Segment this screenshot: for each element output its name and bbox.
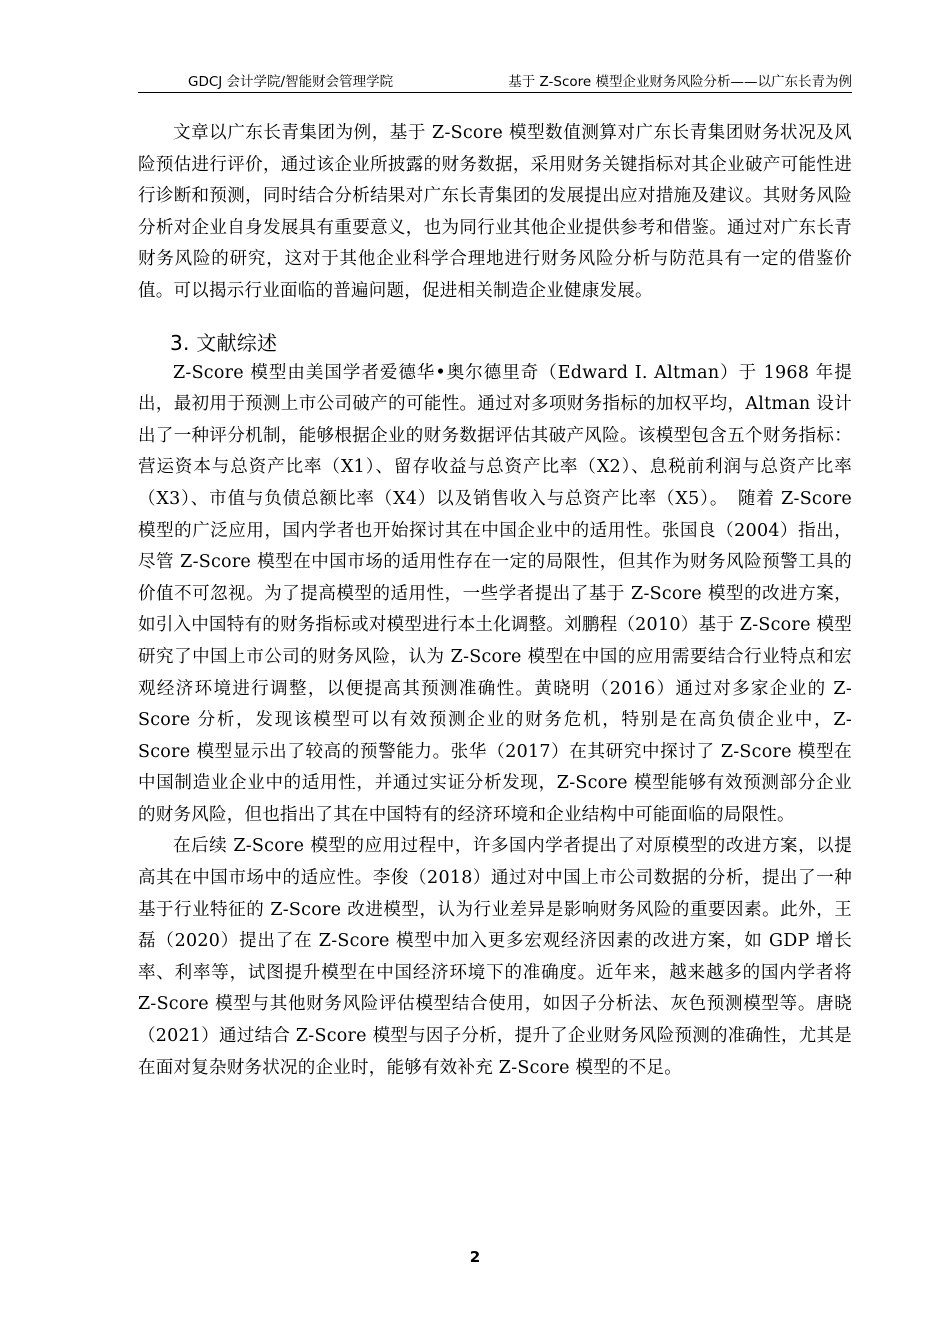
page-number: 2 <box>469 1248 481 1266</box>
section-heading: 3. 文献综述 <box>170 330 278 355</box>
header-right: 基于 Z-Score 模型企业财务风险分析——以广东长青为例 <box>508 74 852 90</box>
paragraph-review-1: Z-Score 模型由美国学者爱德华•奥尔德里奇（Edward I. Altman）于 1968 年提出，最初用于预测上市公司破产的可能性。通过对多项财务指标的加权平均，Altman 设计出了一种评分机制，能够根据企业的财务数据评估其破产风险。该模型包含五个财务指标：营运资本与总资产比率（X1）、留存收益与总资产比率（X2）、息税前利润与总资产比率（X3）、市值与负债总额比率（X4）以及销售收入与总资产比率（X5）。 随着 Z-Score 模型的广泛应用，国内学者也开始探讨其在中国企业中的适用性。张国良（2004）指出，尽管 Z-Score 模型在中国市场的适用性存在一定的局限性，但其作为财务风险预警工具的价值不可忽视。为了提高模型的适用性，一些学者提出了基于 Z-Score 模型的改进方案，如引入中国特有的财务指标或对模型进行本土化调整。刘鹏程（2010）基于 Z-Score 模型研究了中国上市公司的财务风险，认为 Z-Score 模型在中国的应用需要结合行业特点和宏观经济环境进行调整，以便提高其预测准确性。黄晓明（2016）通过对多家企业的 Z-Score 分析，发现该模型可以有效预测企业的财务危机，特别是在高负债企业中，Z-Score 模型显示出了较高的预警能力。张华（2017）在其研究中探讨了 Z-Score 模型在中国制造业企业中的适用性，并通过实证分析发现，Z-Score 模型能够有效预测部分企业的财务风险，但也指出了其在中国特有的经济环境和企业结构中可能面临的局限性。 <box>138 362 852 825</box>
body-text <box>138 118 852 1084</box>
paragraph-intro: 文章以广东长青集团为例，基于 Z-Score 模型数值测算对广东长青集团财务状况及风险预估进行评价，通过该企业所披露的财务数据，采用财务关键指标对其企业破产可能性进行诊断和预测，同时结合分析结果对广东长青集团的发展提出应对措施及建议。其财务风险分析对企业自身发展具有重要意义，也为同行业其他企业提供参考和借鉴。通过对广东长青财务风险的研究，这对于其他企业科学合理地进行财务风险分析与防范具有一定的借鉴价值。可以揭示行业面临的普遍问题，促进相关制造企业健康发展。 <box>138 123 852 301</box>
header-left: GDCJ 会计学院/智能财会管理学院 <box>188 74 394 90</box>
running-header <box>138 70 852 93</box>
paragraph-review-2: 在后续 Z-Score 模型的应用过程中，许多国内学者提出了对原模型的改进方案，以提高其在中国市场中的适应性。李俊（2018）通过对中国上市公司数据的分析，提出了一种基于行业特征的 Z-Score 改进模型，认为行业差异是影响财务风险的重要因素。此外，王磊（2020）提出了在 Z-Score 模型中加入更多宏观经济因素的改进方案，如 GDP 增长率、利率等，试图提升模型在中国经济环境下的准确度。近年来，越来越多的国内学者将 Z-Score 模型与其他财务风险评估模型结合使用，如因子分析法、灰色预测模型等。唐晓（2021）通过结合 Z-Score 模型与因子分析，提升了企业财务风险预测的准确性，尤其是在面对复杂财务状况的企业时，能够有效补充 Z-Score 模型的不足。 <box>138 836 852 1078</box>
